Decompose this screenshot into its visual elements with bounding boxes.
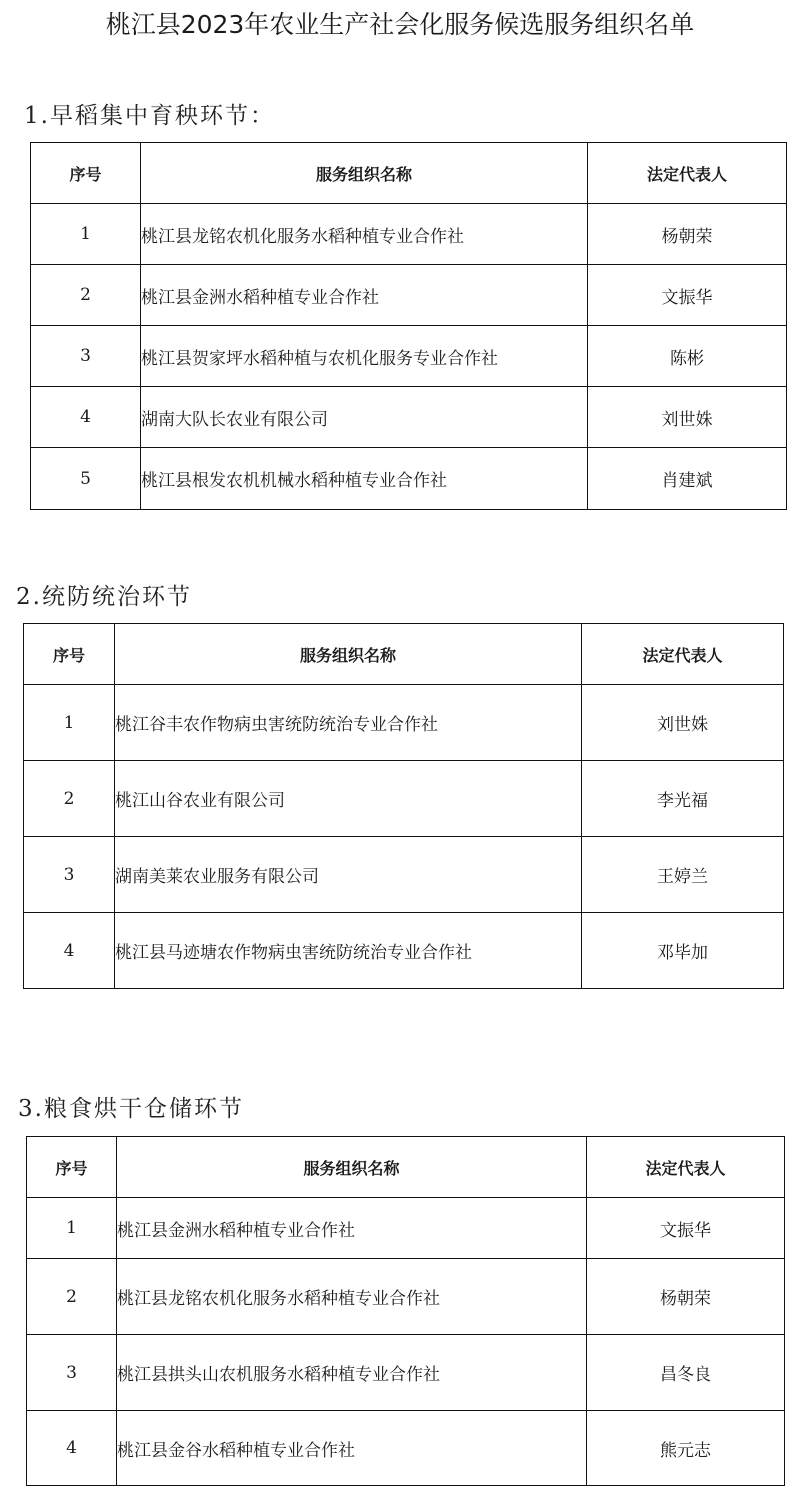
table-section-3 [26, 1136, 785, 1486]
row-number: 1 [27, 1198, 117, 1259]
section-heading-3: 3.粮食烘干仓储环节 [18, 1096, 244, 1122]
table-row [27, 1259, 785, 1335]
row-number: 3 [27, 1335, 117, 1411]
org-name: 桃江县贺家坪水稻种植与农机化服务专业合作社 [141, 326, 588, 387]
org-name: 桃江县龙铭农机化服务水稻种植专业合作社 [117, 1259, 587, 1335]
column-header-org: 服务组织名称 [141, 143, 588, 204]
org-name: 桃江谷丰农作物病虫害统防统治专业合作社 [115, 685, 582, 761]
row-number: 4 [24, 913, 115, 989]
table-row [27, 1335, 785, 1411]
column-header-rep: 法定代表人 [587, 1137, 785, 1198]
page-title: 桃江县2023年农业生产社会化服务候选服务组织名单 [105, 10, 695, 39]
column-header-index: 序号 [27, 1137, 117, 1198]
column-header-rep: 法定代表人 [588, 143, 787, 204]
org-name: 湖南美莱农业服务有限公司 [115, 837, 582, 913]
org-name: 桃江县龙铭农机化服务水稻种植专业合作社 [141, 204, 588, 265]
legal-rep: 肖建斌 [588, 448, 787, 510]
legal-rep: 陈彬 [588, 326, 787, 387]
table-header-row [24, 624, 784, 685]
legal-rep: 杨朝荣 [587, 1259, 785, 1335]
table-row [27, 1198, 785, 1259]
org-name: 桃江县金洲水稻种植专业合作社 [117, 1198, 587, 1259]
row-number: 2 [27, 1259, 117, 1335]
legal-rep: 文振华 [587, 1198, 785, 1259]
section-heading-2: 2.统防统治环节 [16, 584, 192, 610]
row-number: 3 [24, 837, 115, 913]
column-header-org: 服务组织名称 [115, 624, 582, 685]
column-header-rep: 法定代表人 [582, 624, 784, 685]
legal-rep: 刘世姝 [582, 685, 784, 761]
section-heading-1: 1.早稻集中育秧环节： [24, 103, 275, 129]
org-name: 湖南大队长农业有限公司 [141, 387, 588, 448]
legal-rep: 文振华 [588, 265, 787, 326]
table-row [24, 913, 784, 989]
org-name: 桃江县金洲水稻种植专业合作社 [141, 265, 588, 326]
legal-rep: 杨朝荣 [588, 204, 787, 265]
table-row [31, 265, 787, 326]
table-row [27, 1411, 785, 1486]
row-number: 3 [31, 326, 141, 387]
legal-rep: 刘世姝 [588, 387, 787, 448]
legal-rep: 昌冬良 [587, 1335, 785, 1411]
org-name: 桃江县根发农机机械水稻种植专业合作社 [141, 448, 588, 510]
table-row [24, 685, 784, 761]
column-header-org: 服务组织名称 [117, 1137, 587, 1198]
table-row [31, 387, 787, 448]
row-number: 4 [31, 387, 141, 448]
row-number: 1 [24, 685, 115, 761]
column-header-index: 序号 [31, 143, 141, 204]
row-number: 5 [31, 448, 141, 510]
table-row [31, 326, 787, 387]
org-name: 桃江县金谷水稻种植专业合作社 [117, 1411, 587, 1486]
column-header-index: 序号 [24, 624, 115, 685]
table-row [24, 761, 784, 837]
row-number: 2 [24, 761, 115, 837]
table-row [24, 837, 784, 913]
legal-rep: 邓毕加 [582, 913, 784, 989]
table-section-1 [30, 142, 787, 510]
org-name: 桃江山谷农业有限公司 [115, 761, 582, 837]
org-name: 桃江县拱头山农机服务水稻种植专业合作社 [117, 1335, 587, 1411]
table-row [31, 448, 787, 510]
org-name: 桃江县马迹塘农作物病虫害统防统治专业合作社 [115, 913, 582, 989]
row-number: 4 [27, 1411, 117, 1486]
row-number: 1 [31, 204, 141, 265]
table-header-row [27, 1137, 785, 1198]
table-row [31, 204, 787, 265]
legal-rep: 王婷兰 [582, 837, 784, 913]
legal-rep: 熊元志 [587, 1411, 785, 1486]
table-header-row [31, 143, 787, 204]
table-section-2 [23, 623, 784, 989]
legal-rep: 李光福 [582, 761, 784, 837]
row-number: 2 [31, 265, 141, 326]
